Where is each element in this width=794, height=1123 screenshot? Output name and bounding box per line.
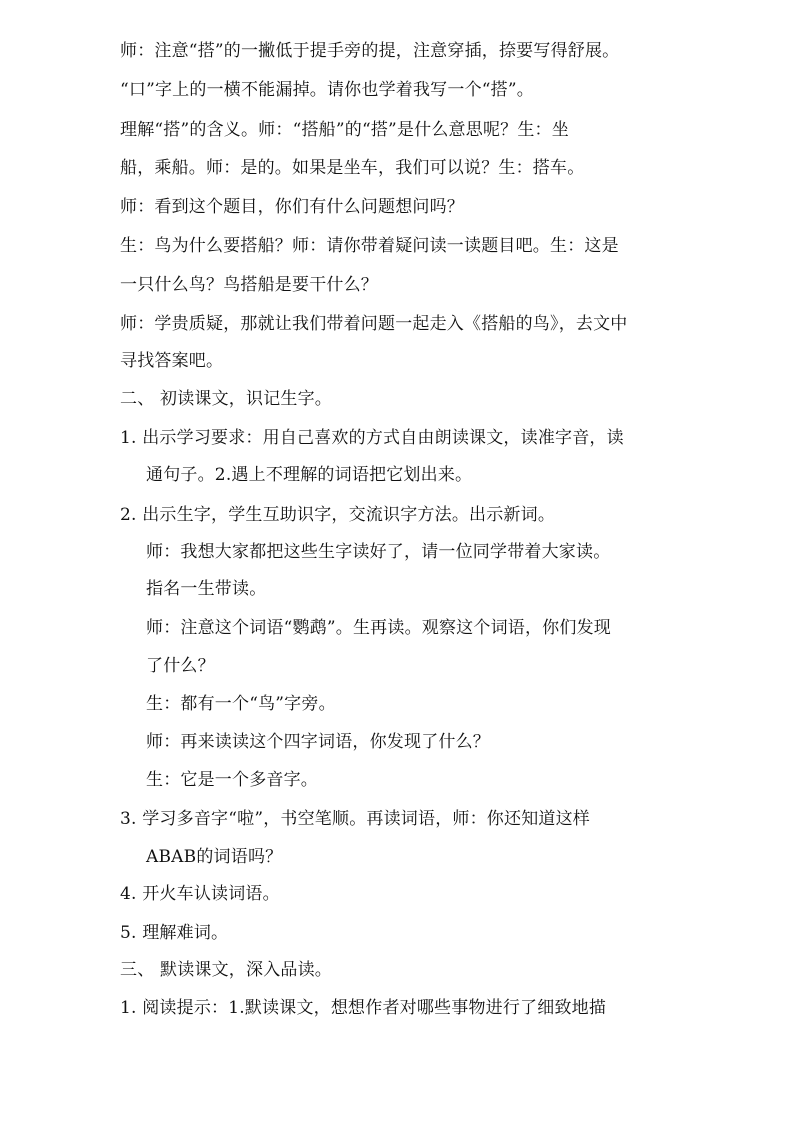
text-line-7: 一只什么鸟？鸟搭船是要干什么？ — [120, 275, 378, 295]
text-line-23: 4. 开火车认读词语。 — [120, 884, 280, 904]
text-line-8: 师：学贵质疑，那就让我们带着问题一起走入《搭船的鸟》，去文中 — [120, 314, 628, 334]
text-line-11: 1. 出示学习要求：用自己喜欢的方式自由朗读课文，读准字音，读 — [120, 428, 624, 448]
text-line-24: 5. 理解难词。 — [120, 923, 229, 943]
text-line-19: 师：再来读读这个四字词语，你发现了什么？ — [146, 732, 490, 752]
text-line-16: 师：注意这个词语“鹦鹉”。生再读。观察这个词语，你们发现 — [146, 618, 611, 638]
text-line-17: 了什么？ — [146, 656, 215, 676]
text-line-5: 师：看到这个题目，你们有什么问题想问吗？ — [120, 197, 464, 217]
text-line-3: 理解“搭”的含义。师：“搭船”的“搭”是什么意思呢？生：坐 — [120, 120, 569, 140]
text-line-15: 指名一生带读。 — [146, 579, 267, 599]
text-line-12: 通句子。2.遇上不理解的词语把它划出来。 — [146, 465, 473, 485]
text-line-21: 3. 学习多音字“啦”，书空笔顺。再读词语，师：你还知道这样 — [120, 809, 591, 829]
text-line-9: 寻找答案吧。 — [120, 351, 224, 371]
section-heading-2: 二、 初读课文，识记生字。 — [120, 389, 333, 409]
text-line-18: 生：都有一个“鸟”字旁。 — [146, 694, 336, 714]
text-line-2: “口”字上的一横不能漏掉。请你也学着我写一个“搭”。 — [120, 80, 534, 100]
text-line-26: 1. 阅读提示：1.默读课文，想想作者对哪些事物进行了细致地描 — [120, 998, 607, 1018]
text-line-20: 生：它是一个多音字。 — [146, 770, 318, 790]
text-line-4: 船，乘船。师：是的。如果是坐车，我们可以说？生：搭车。 — [120, 158, 585, 178]
text-line-14: 师：我想大家都把这些生字读好了，请一位同学带着大家读。 — [146, 542, 611, 562]
text-line-22: ABAB的词语吗？ — [146, 847, 283, 867]
section-heading-3: 三、 默读课文，深入品读。 — [120, 960, 333, 980]
text-line-6: 生：鸟为什么要搭船？师：请你带着疑问读一读题目吧。生：这是 — [120, 236, 619, 256]
text-line-13: 2. 出示生字，学生互助识字，交流识字方法。出示新词。 — [120, 505, 556, 525]
text-line-1: 师：注意“搭”的一撇低于提手旁的提，注意穿插，捺要写得舒展。 — [120, 41, 620, 61]
